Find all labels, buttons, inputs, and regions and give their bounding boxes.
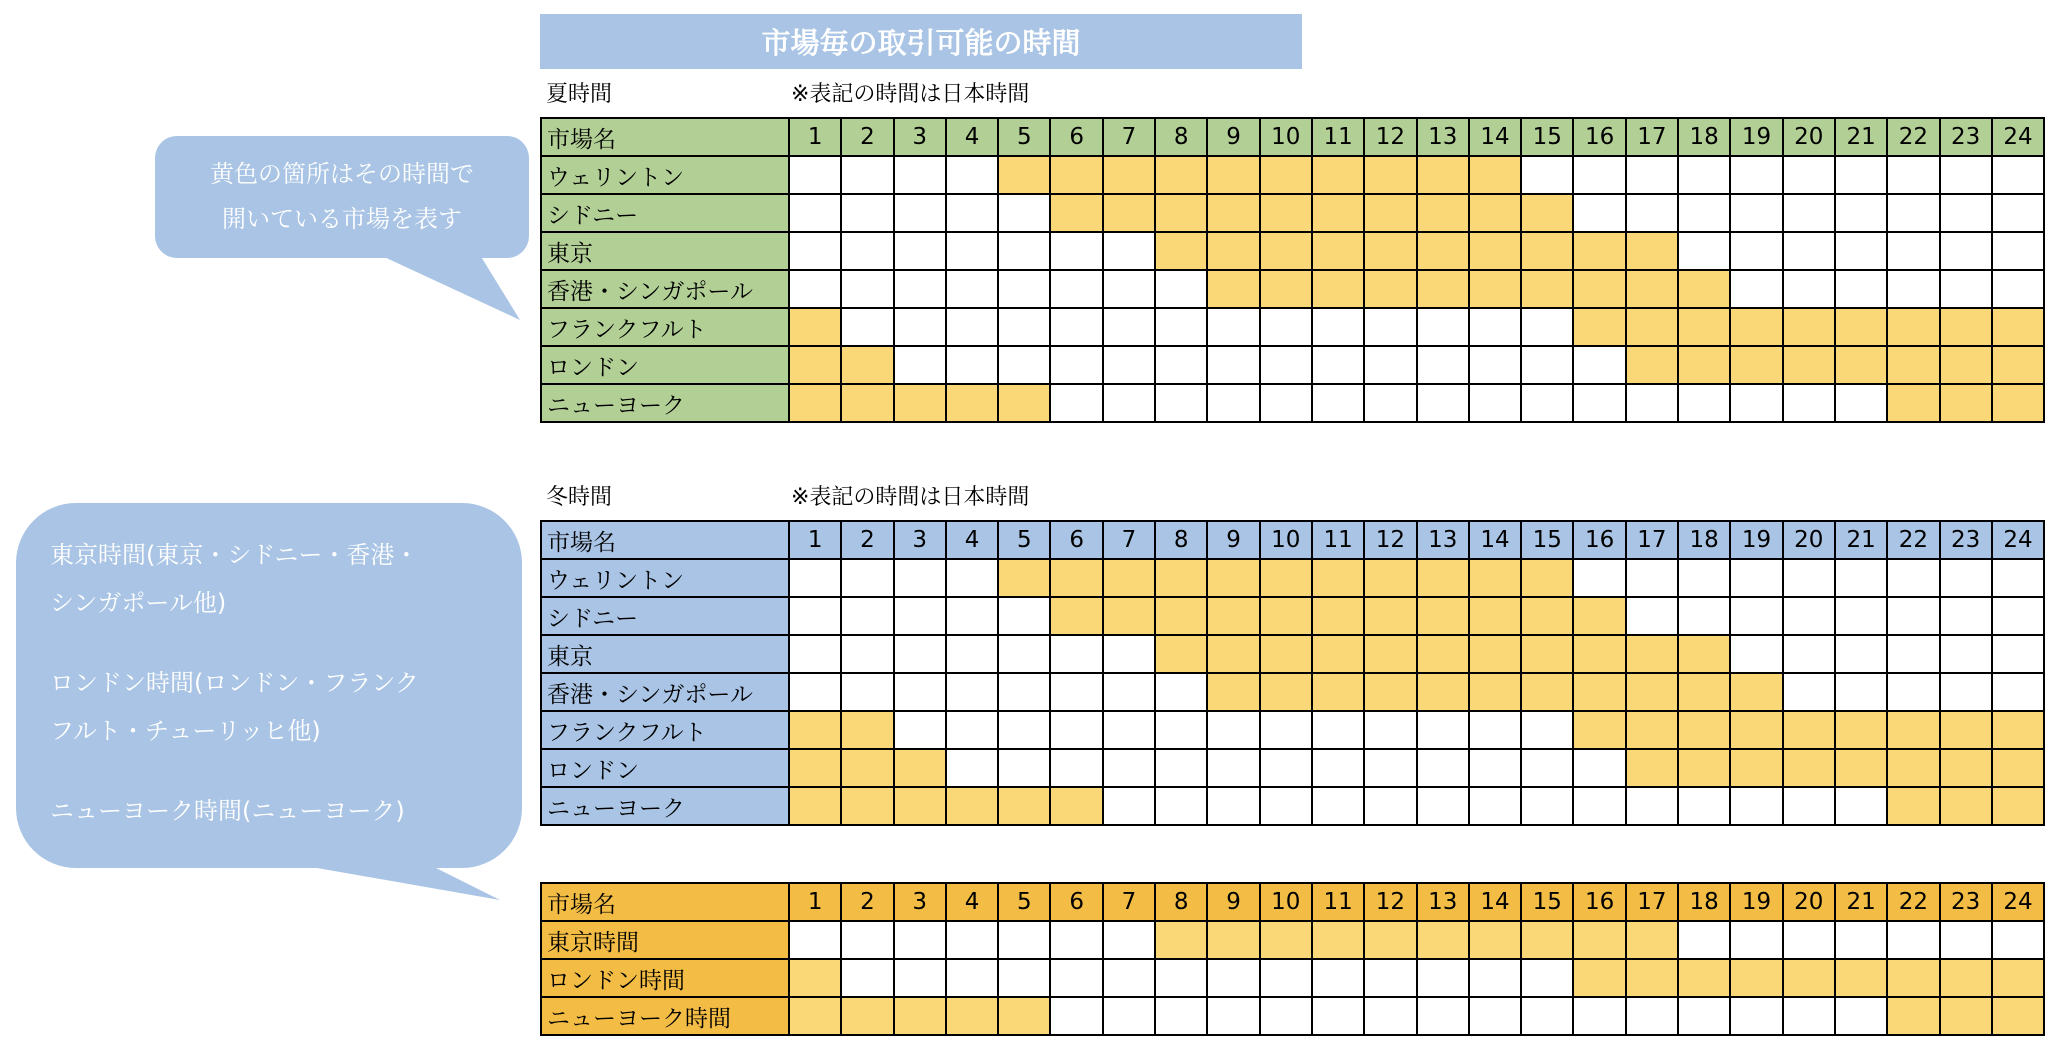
hour-header: 4: [946, 118, 998, 156]
hour-header: 20: [1783, 883, 1835, 921]
hour-header: 20: [1783, 118, 1835, 156]
hour-header: 10: [1260, 883, 1312, 921]
market-name: シドニー: [541, 597, 789, 635]
hour-header: 21: [1835, 521, 1887, 559]
hour-header: 10: [1260, 118, 1312, 156]
hour-header: 18: [1678, 883, 1730, 921]
market-name: ロンドン: [541, 749, 789, 787]
hour-header: 13: [1417, 521, 1469, 559]
hour-header: 9: [1207, 883, 1259, 921]
hour-header: 12: [1364, 883, 1416, 921]
hour-header: 19: [1730, 521, 1782, 559]
hour-header: 12: [1364, 118, 1416, 156]
market-name-header: 市場名: [541, 883, 789, 921]
hour-header: 16: [1573, 118, 1625, 156]
callout-line-1: 黄色の箇所はその時間で: [210, 160, 474, 188]
hour-header: 14: [1469, 883, 1521, 921]
hour-header: 21: [1835, 118, 1887, 156]
hour-header: 5: [998, 521, 1050, 559]
market-name: シドニー: [541, 194, 789, 232]
hour-header: 6: [1050, 521, 1102, 559]
hour-header: 18: [1678, 521, 1730, 559]
hour-header: 1: [789, 883, 841, 921]
hour-header: 22: [1887, 118, 1939, 156]
market-name: 香港・シンガポール: [541, 673, 789, 711]
hour-header: 7: [1103, 883, 1155, 921]
market-name: ニューヨーク時間: [541, 997, 789, 1035]
hour-header: 23: [1940, 883, 1992, 921]
hour-header: 14: [1469, 521, 1521, 559]
market-name: ロンドン時間: [541, 959, 789, 997]
market-name: 東京: [541, 232, 789, 270]
hour-header: 20: [1783, 521, 1835, 559]
london-session-line-2: フルト・チューリッヒ他): [50, 717, 321, 745]
market-name: 香港・シンガポール: [541, 270, 789, 308]
market-name-header: 市場名: [541, 118, 789, 156]
market-name: ロンドン: [541, 346, 789, 384]
hour-header: 5: [998, 118, 1050, 156]
hour-header: 12: [1364, 521, 1416, 559]
hour-header: 15: [1521, 118, 1573, 156]
hour-header: 7: [1103, 118, 1155, 156]
hour-header: 2: [841, 118, 893, 156]
summer-note: ※表記の時間は日本時間: [791, 82, 1030, 107]
market-name-header: 市場名: [541, 521, 789, 559]
summer-label: 夏時間: [546, 82, 613, 107]
market-name: フランクフルト: [541, 308, 789, 346]
hour-header: 1: [789, 118, 841, 156]
market-name: フランクフルト: [541, 711, 789, 749]
hour-header: 3: [894, 521, 946, 559]
ny-session-line: ニューヨーク時間(ニューヨーク): [50, 797, 405, 825]
tokyo-session-line-1: 東京時間(東京・シドニー・香港・: [50, 541, 419, 569]
hour-header: 19: [1730, 883, 1782, 921]
hour-header: 2: [841, 521, 893, 559]
hour-header: 23: [1940, 118, 1992, 156]
hour-header: 2: [841, 883, 893, 921]
market-name: 東京時間: [541, 921, 789, 959]
hour-header: 10: [1260, 521, 1312, 559]
hour-header: 17: [1626, 118, 1678, 156]
hour-header: 13: [1417, 118, 1469, 156]
hour-header: 9: [1207, 118, 1259, 156]
page-title: 市場毎の取引可能の時間: [540, 14, 1302, 69]
hour-header: 1: [789, 521, 841, 559]
hour-header: 21: [1835, 883, 1887, 921]
hour-header: 3: [894, 883, 946, 921]
hour-header: 17: [1626, 883, 1678, 921]
hour-header: 11: [1312, 118, 1364, 156]
hour-header: 19: [1730, 118, 1782, 156]
hour-header: 4: [946, 521, 998, 559]
hour-header: 13: [1417, 883, 1469, 921]
hour-header: 24: [1992, 883, 2044, 921]
hour-header: 15: [1521, 521, 1573, 559]
callout-line-2: 開いている市場を表す: [222, 205, 462, 233]
hour-header: 6: [1050, 118, 1102, 156]
hour-header: 24: [1992, 521, 2044, 559]
hour-header: 15: [1521, 883, 1573, 921]
winter-label: 冬時間: [546, 485, 613, 510]
tokyo-session-line-2: シンガポール他): [50, 589, 227, 617]
hour-header: 16: [1573, 883, 1625, 921]
hour-header: 24: [1992, 118, 2044, 156]
market-name: ウェリントン: [541, 156, 789, 194]
hour-header: 8: [1155, 118, 1207, 156]
hour-header: 5: [998, 883, 1050, 921]
market-name: ウェリントン: [541, 559, 789, 597]
hour-header: 22: [1887, 521, 1939, 559]
hour-header: 9: [1207, 521, 1259, 559]
hour-header: 23: [1940, 521, 1992, 559]
market-name: 東京: [541, 635, 789, 673]
hour-header: 11: [1312, 883, 1364, 921]
session-callout-body: [16, 503, 522, 868]
hour-header: 11: [1312, 521, 1364, 559]
hour-header: 3: [894, 118, 946, 156]
hour-header: 7: [1103, 521, 1155, 559]
hour-header: 18: [1678, 118, 1730, 156]
hour-header: 8: [1155, 883, 1207, 921]
hour-header: 14: [1469, 118, 1521, 156]
hour-header: 16: [1573, 521, 1625, 559]
hour-header: 8: [1155, 521, 1207, 559]
winter-note: ※表記の時間は日本時間: [791, 485, 1030, 510]
hour-header: 6: [1050, 883, 1102, 921]
market-name: ニューヨーク: [541, 384, 789, 422]
hour-header: 22: [1887, 883, 1939, 921]
london-session-line-1: ロンドン時間(ロンドン・フランク: [50, 669, 419, 697]
hour-header: 4: [946, 883, 998, 921]
hour-header: 17: [1626, 521, 1678, 559]
market-name: ニューヨーク: [541, 787, 789, 825]
